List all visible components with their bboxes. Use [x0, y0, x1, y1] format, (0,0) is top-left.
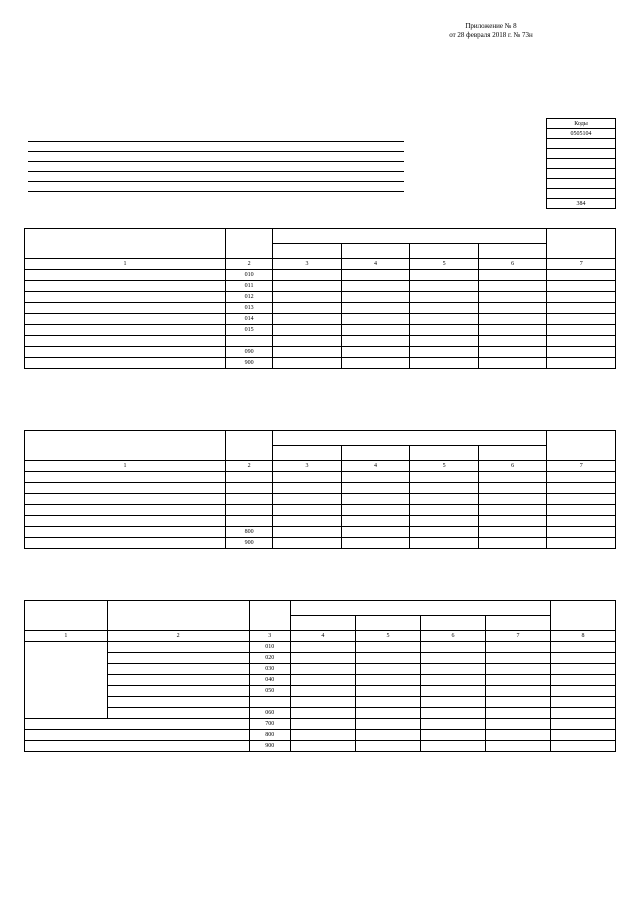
section-1-table [24, 228, 616, 369]
col-number: 2 [107, 631, 249, 642]
appendix-line: Приложение № 8 [465, 22, 517, 30]
row-code: 010 [225, 270, 272, 281]
col-number: 8 [550, 631, 615, 642]
col-number: 5 [410, 461, 479, 472]
row-code: 050 [249, 686, 290, 697]
table-row [25, 314, 616, 325]
codes-value: 0505104 [547, 129, 616, 139]
section-1 [24, 228, 616, 369]
col-number: 7 [547, 461, 616, 472]
row-code [225, 494, 272, 505]
col-number: 3 [273, 259, 342, 270]
table-row [25, 697, 616, 708]
table-row [25, 358, 616, 369]
codes-value: 384 [547, 199, 616, 209]
row-code: 060 [249, 708, 290, 719]
col-number: 1 [25, 461, 226, 472]
codes-value [547, 179, 616, 189]
codes-value [547, 139, 616, 149]
col-number: 6 [420, 631, 485, 642]
org-line [24, 162, 404, 172]
row-code: 010 [249, 642, 290, 653]
codes-table [540, 118, 616, 209]
row-code: 040 [249, 675, 290, 686]
organization-block [24, 132, 404, 192]
org-line [24, 152, 404, 162]
row-code: 030 [249, 664, 290, 675]
col-number: 4 [290, 631, 355, 642]
col-number: 7 [485, 631, 550, 642]
col-number: 6 [478, 461, 547, 472]
table-row [25, 494, 616, 505]
col-number: 3 [273, 461, 342, 472]
row-code: 700 [249, 719, 290, 730]
row-code: 900 [225, 358, 272, 369]
table-row [25, 325, 616, 336]
table-row [25, 303, 616, 314]
table-row [25, 527, 616, 538]
codes-value [547, 189, 616, 199]
table-row [25, 719, 616, 730]
col-number: 6 [478, 259, 547, 270]
table-row [25, 741, 616, 752]
section-3-table [24, 600, 616, 752]
row-code [225, 336, 272, 347]
row-code: 090 [225, 347, 272, 358]
table-row [25, 538, 616, 549]
row-code: 015 [225, 325, 272, 336]
row-code [225, 505, 272, 516]
appendix-line: от 28 февраля 2018 г. № 73н [449, 31, 533, 39]
table-row [25, 347, 616, 358]
col-number: 3 [249, 631, 290, 642]
row-code: 013 [225, 303, 272, 314]
table-row [25, 270, 616, 281]
col-number: 4 [341, 461, 410, 472]
col-number: 4 [341, 259, 410, 270]
codes-value [547, 159, 616, 169]
table-row [25, 516, 616, 527]
table-row [25, 281, 616, 292]
table-row [25, 708, 616, 719]
col-number: 1 [25, 631, 108, 642]
table-row [25, 505, 616, 516]
org-line [24, 142, 404, 152]
row-code: 012 [225, 292, 272, 303]
row-code: 900 [225, 538, 272, 549]
section-2 [24, 430, 616, 549]
section-3 [24, 600, 616, 752]
col-number: 1 [25, 259, 226, 270]
org-line [24, 172, 404, 182]
table-row [25, 675, 616, 686]
row-code: 900 [249, 741, 290, 752]
codes-header: Коды [547, 119, 616, 129]
row-code [225, 516, 272, 527]
row-code: 800 [225, 527, 272, 538]
table-row [25, 730, 616, 741]
codes-value [547, 149, 616, 159]
table-row [25, 336, 616, 347]
row-code: 800 [249, 730, 290, 741]
section-2-table [24, 430, 616, 549]
org-line [24, 132, 404, 142]
row-code [225, 472, 272, 483]
row-code: 020 [249, 653, 290, 664]
col-number: 7 [547, 259, 616, 270]
table-row [25, 686, 616, 697]
col-number: 5 [355, 631, 420, 642]
col-number: 2 [225, 461, 272, 472]
col-number: 2 [225, 259, 272, 270]
table-row [25, 483, 616, 494]
row-code [249, 697, 290, 708]
row-code: 014 [225, 314, 272, 325]
table-row [25, 664, 616, 675]
table-row [25, 292, 616, 303]
appendix-note [366, 22, 616, 40]
row-code: 011 [225, 281, 272, 292]
table-row [25, 653, 616, 664]
org-line [24, 182, 404, 192]
table-row [25, 642, 616, 653]
codes-value [547, 169, 616, 179]
col-number: 5 [410, 259, 479, 270]
table-row [25, 472, 616, 483]
row-code [225, 483, 272, 494]
